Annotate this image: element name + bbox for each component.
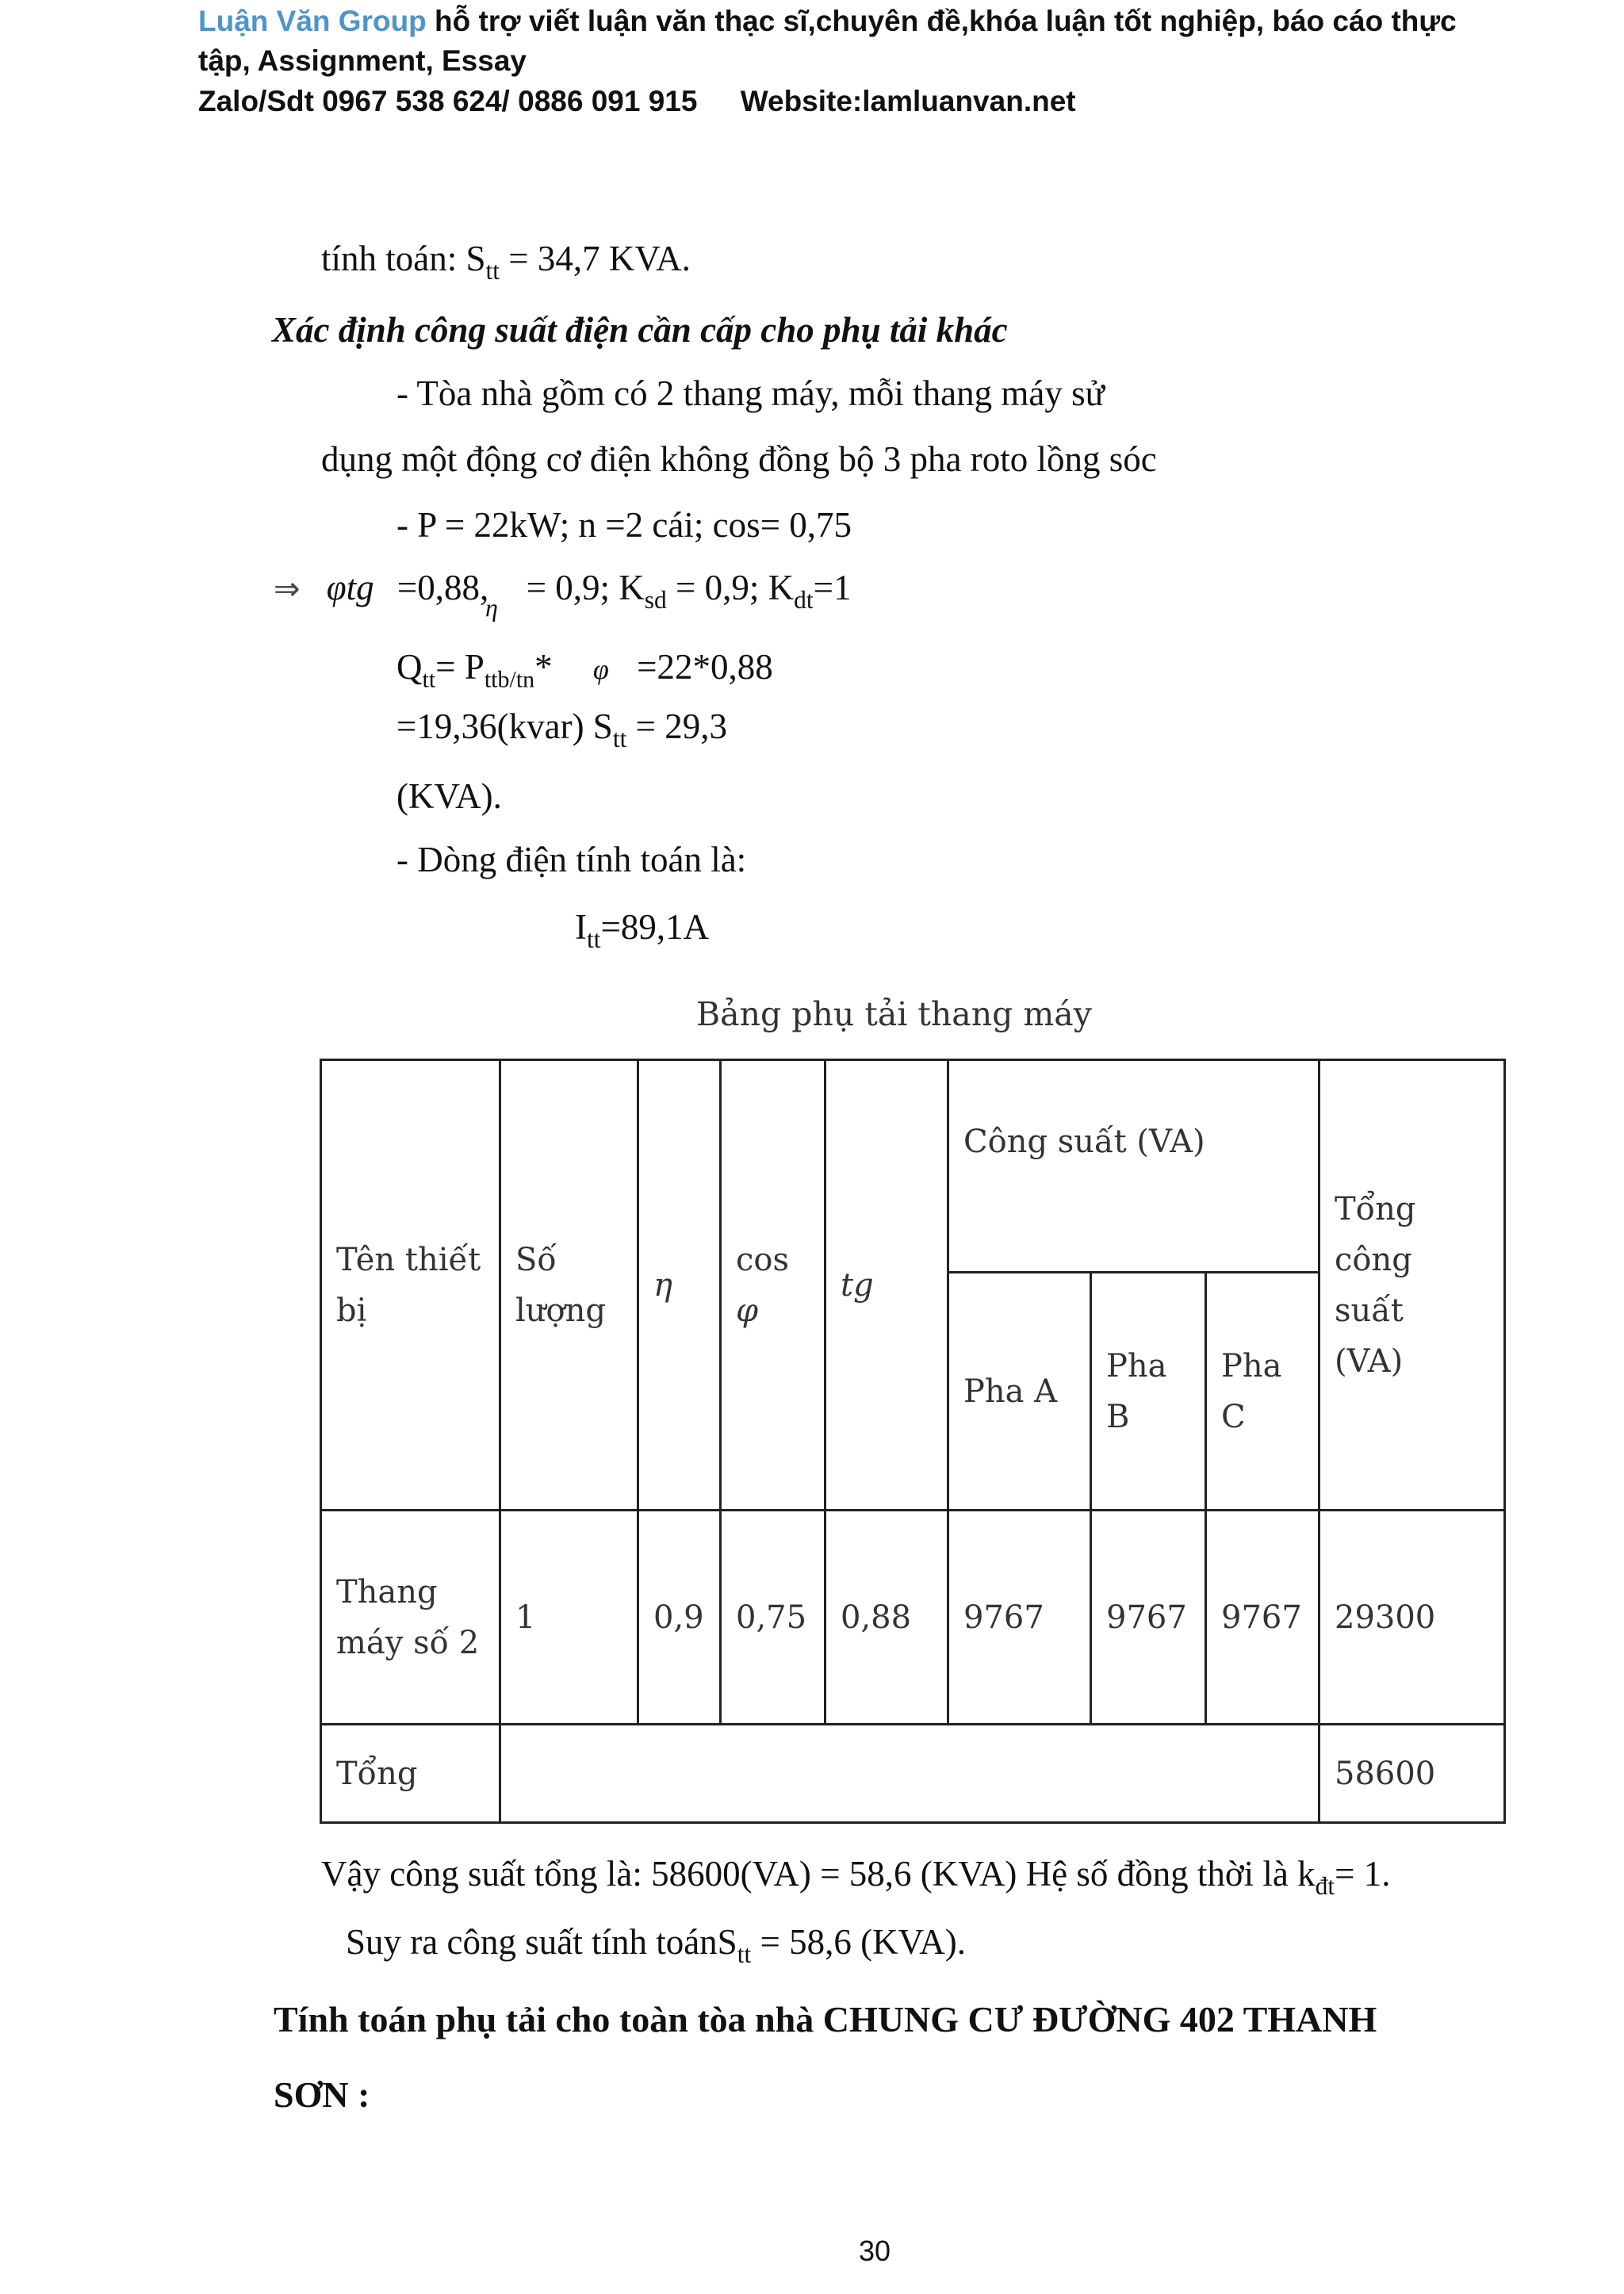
- header-contact-line: [198, 82, 1076, 121]
- phi-symbol: φ: [592, 653, 609, 685]
- table-total-row: [321, 1725, 1505, 1823]
- table-caption: Bảng phụ tải thang máy: [696, 995, 1092, 1033]
- header-contact: Zalo/Sdt 0967 538 624/ 0886 091 915: [198, 85, 698, 117]
- section-heading-other-loads: Xác định công suất điện cần cấp cho phụ tải khác: [272, 310, 1008, 350]
- equation-stt: =19,36(kvar) $S_{tt} = 29,3$: [396, 707, 727, 753]
- header-line-2: tập, Assignment, Essay: [198, 44, 527, 77]
- cell-total: 29300: [1320, 1511, 1505, 1725]
- cell-phase-b: 9767: [1091, 1511, 1206, 1725]
- current-label: - Dòng điện tính toán là:: [396, 840, 747, 879]
- cell-tg: 0,88: [825, 1511, 948, 1725]
- current-value: $I_{tt}=89,1A$: [575, 907, 710, 954]
- header-phase-a: Pha A: [948, 1273, 1091, 1511]
- eta-symbol: η: [485, 593, 498, 622]
- section-heading-building-load-cont: SƠN :: [274, 2074, 370, 2115]
- arrow-symbol: ⇒: [274, 571, 301, 607]
- kva-unit: (KVA).: [396, 776, 502, 816]
- brand-name: Luận Văn Group: [198, 5, 427, 37]
- summary-stt: Suy ra công suất tính toánS$_{tt}$ = 58,6 (KVA).: [346, 1922, 967, 1969]
- header-phase-b: Pha B: [1091, 1273, 1206, 1511]
- bullet-elevators: - Tòa nhà gồm có 2 thang máy, mỗi thang máy sử: [396, 373, 1105, 413]
- header-line-1: [198, 2, 1457, 41]
- header-power: Công suất (VA): [948, 1060, 1320, 1273]
- bullet-power-params: - P = 22kW; n =2 cái; cos= 0,75: [396, 505, 852, 545]
- cell-total-label: Tổng: [321, 1725, 500, 1823]
- header-quantity: Số lượng: [500, 1060, 638, 1511]
- cell-device-name: Thang máy số 2: [321, 1511, 500, 1725]
- header-cos-phi: cos φ: [721, 1060, 825, 1511]
- cell-eta: 0,9: [638, 1511, 721, 1725]
- header-phase-c: Pha C: [1206, 1273, 1320, 1511]
- header-tg: tg: [825, 1060, 948, 1511]
- header-website: Website:lamluanvan.net: [740, 85, 1076, 117]
- header-total-power: Tổng công suất (VA): [1320, 1060, 1505, 1511]
- cell-total-value: 58600: [1320, 1725, 1505, 1823]
- section-heading-building-load: Tính toán phụ tải cho toàn tòa nhà CHUNG CƯ ĐƯỜNG 402 THANH: [274, 1999, 1377, 2039]
- cell-cos: 0,75: [721, 1511, 825, 1725]
- elevator-load-table: [320, 1059, 1506, 1824]
- cell-phase-c: 9767: [1206, 1511, 1320, 1725]
- header-device-name: Tên thiết bị: [321, 1060, 500, 1511]
- page-number: 30: [859, 2235, 891, 2267]
- cell-quantity: 1: [500, 1511, 638, 1725]
- equation-coefficients: ⇒ φtg =0,88, = 0,9; $K_{sd} = 0,9$; $K_{dt}=1$: [274, 568, 852, 615]
- table-row: [321, 1511, 1505, 1725]
- cell-phase-a: 9767: [948, 1511, 1091, 1725]
- summary-total-power: Vậy công suất tổng là: 58600(VA) = 58,6 (KVA) Hệ số đồng thời là $k_{đt}= 1$.: [321, 1854, 1391, 1901]
- paragraph-stt-result: tính toán: $S_{tt} = 34,7$ KVA.: [321, 239, 691, 285]
- header-eta: η: [638, 1060, 721, 1511]
- bullet-elevators-continuation: dụng một động cơ điện không đồng bộ 3 pha roto lồng sóc: [321, 439, 1157, 479]
- equation-qtt: $Q_{tt}= P_{ttb/tn}*$ φ =22*0,88: [396, 647, 773, 693]
- phi-tg-symbol: φtg: [326, 568, 374, 607]
- header-tagline: hỗ trợ viết luận văn thạc sĩ,chuyên đề,khóa luận tốt nghiệp, báo cáo thực: [426, 5, 1457, 37]
- cell-total-empty: [500, 1725, 1320, 1823]
